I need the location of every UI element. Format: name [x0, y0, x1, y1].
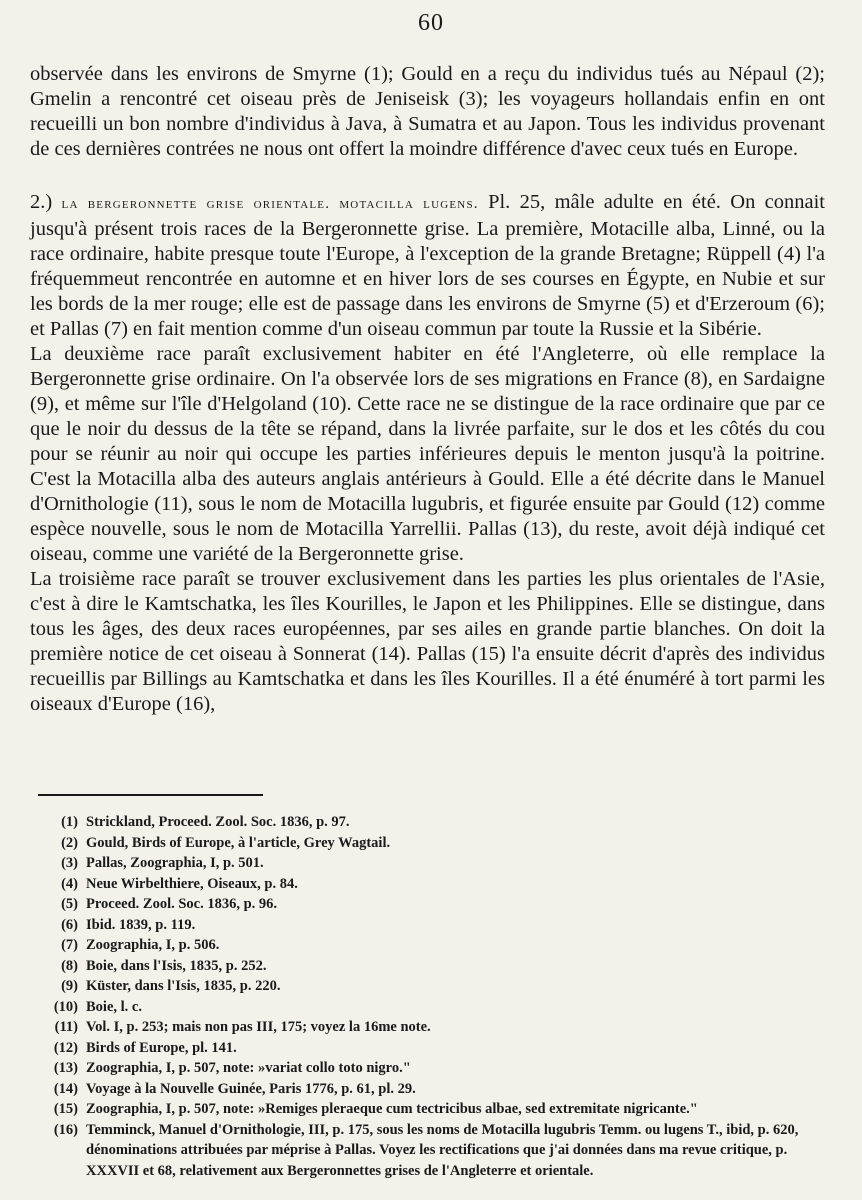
footnote: (11) Vol. I, p. 253; mais non pas III, 175; voyez la 16me note.: [54, 1019, 431, 1035]
footnotes: [30, 812, 825, 1181]
paragraph-4: La troisième race paraît se trouver exclusivement dans les parties les plus orientales de l'Asie, c'est à dire le Kamtschatka, les îles Kourilles, le Japon et les Philippines. Elle se distingue, dans tous les âges, des deux races européennes, par ses ailes en grande partie blanches. On doit la première notice de cet oiseau à Sonnerat (14). Pallas (15) l'a ensuite décrit d'après des individus recueillis par Billings au Kamtschatka et dans les îles Kourilles. Il a été énuméré à tort parmi les oiseaux d'Europe (16),: [30, 568, 825, 715]
footnote: (9) Küster, dans l'Isis, 1835, p. 220.: [61, 978, 281, 994]
footnote: (6) Ibid. 1839, p. 119.: [61, 916, 196, 933]
page-number: 60: [418, 10, 444, 36]
paragraph-2: [30, 190, 825, 342]
section-number: 2.): [30, 191, 53, 213]
species-heading: la bergeronnette grise orientale. motacilla lugens.: [61, 196, 479, 212]
paragraph-1: observée dans les environs de Smyrne (1); Gould en a reçu du individus tués au Népaul (2); Gmelin a rencontré cet oiseau près de Jeniseisk (3); les voyageurs hollandais enfin en ont recueilli un bon nombre d'individus à Java, à Sumatra et au Japon. Tous les individus provenant de ces dernières contrées ne nous ont offert la moindre différence d'avec ceux tués en Europe.: [30, 63, 825, 160]
footnote: (12) Birds of Europe, pl. 141.: [53, 1039, 237, 1056]
paragraph-3: La deuxième race paraît exclusivement habiter en été l'Angleterre, où elle remplace la Bergeronnette grise ordinaire. On l'a observée lors de ses migrations en France (8), en Sardaigne (9), et même sur l'île d'Helgoland (10). Cette race ne se distingue de la race ordinaire que par ce que le noir du dessus de la tête se répand, dans la livrée parfaite, sur le dos et les côtés du cou pour se réunir au noir qui occupe les parties inférieures depuis le menton jusqu'à la poitrine. C'est la Motacilla alba des auteurs anglais antérieurs à Gould. Elle a été décrite dans le Manuel d'Ornithologie (11), sous le nom de Motacilla lugubris, et figurée ensuite par Gould (12) comme espèce nouvelle, sous le nom de Motacilla Yarrellii. Pallas (13), du reste, avoit déjà indiqué cet oiseau, comme une variété de la Bergeronnette grise.: [30, 343, 825, 565]
footnote: (8) Boie, dans l'Isis, 1835, p. 252.: [61, 957, 267, 974]
footnote: (10) Boie, l. c.: [53, 998, 142, 1015]
footnote: (1) Strickland, Proceed. Zool. Soc. 1836, p. 97.: [61, 814, 350, 830]
paragraph-2-text: Pl. 25, mâle adulte en été. On connait jusqu'à présent trois races de la Bergeronnette grise. La première, Motacille alba, Linné, ou la race ordinaire, habite presque toute l'Europe, à l'exception de la grande Bretagne; Rüppell (4) l'a fréquemmeut rencontrée en automne et en hiver lors de ses courses en Égypte, en Nubie et sur les bords de la mer rouge; elle est de passage dans les environs de Smyrne (5) et d'Erzeroum (6); et Pallas (7) en fait mention comme d'un oiseau commun par toute la Russie et la Sibérie.: [30, 191, 825, 340]
footnote: (14) Voyage à la Nouvelle Guinée, Paris 1776, p. 61, pl. 29.: [53, 1080, 416, 1097]
footnote: (13) Zoographia, I, p. 507, note: »variat collo toto nigro.": [53, 1060, 411, 1076]
footnote: (4) Neue Wirbelthiere, Oiseaux, p. 84.: [61, 875, 298, 892]
footnote: (15) Zoographia, I, p. 507, note: »Remiges pleraeque cum tectricibus albae, sed extremitate nigricante.": [53, 1101, 698, 1117]
footnote: (5) Proceed. Zool. Soc. 1836, p. 96.: [61, 896, 278, 912]
footnote: (7) Zoographia, I, p. 506.: [61, 937, 220, 953]
footnote: (3) Pallas, Zoographia, I, p. 501.: [61, 855, 264, 871]
body-text: [30, 62, 825, 717]
footnote-divider: [38, 794, 263, 796]
footnote: (16) Temminck, Manuel d'Ornithologie, III, p. 175, sous les noms de Motacilla lugubris Temm. ou lugens T., ibid, p. 620, dénominations attribuées par méprise à Pallas. Voyez les rectifications que j'ai données dans ma revue critique, p. XXXVII et 68, relativement aux Bergeronnettes grises de l'Angleterre et orientale.: [53, 1121, 799, 1179]
footnote: (2) Gould, Birds of Europe, à l'article, Grey Wagtail.: [61, 834, 391, 851]
